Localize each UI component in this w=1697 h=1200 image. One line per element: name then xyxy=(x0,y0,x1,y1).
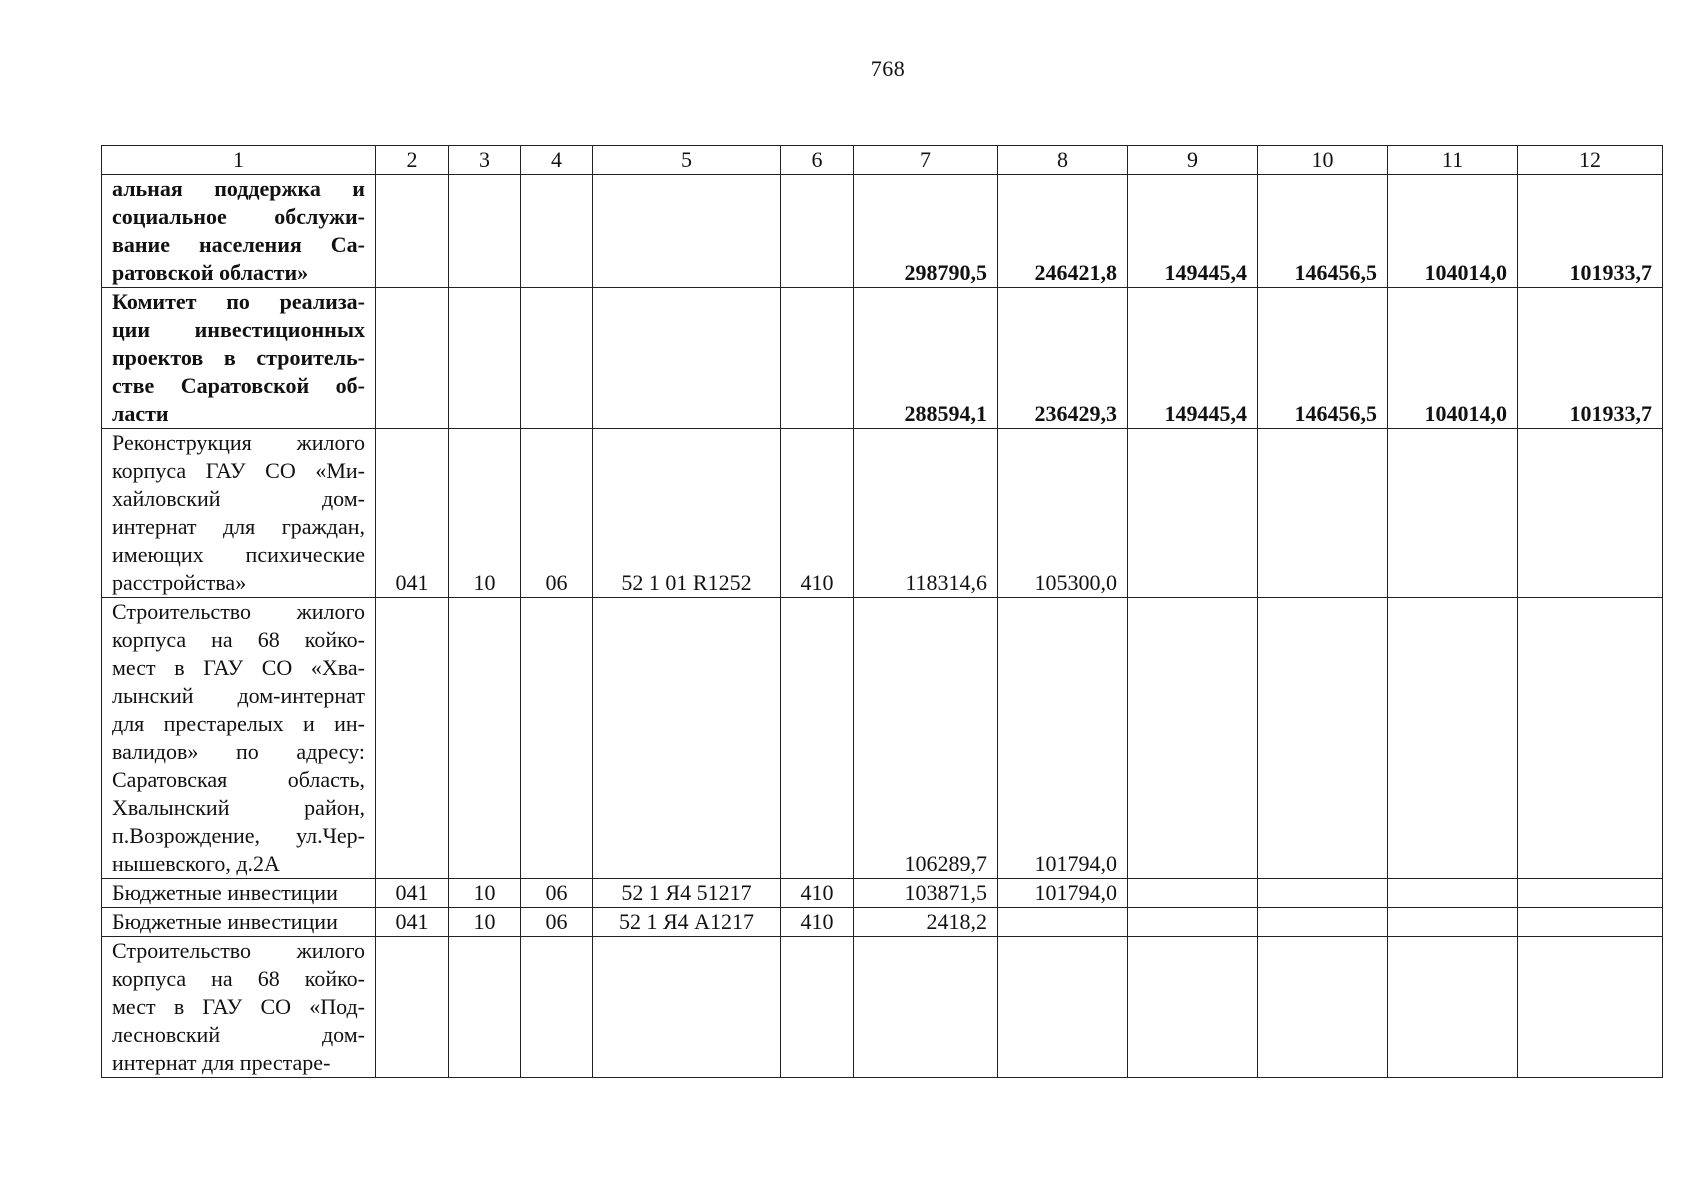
cell-col-6: 410 xyxy=(781,908,854,937)
cell-col-7: 103871,5 xyxy=(854,879,998,908)
cell-col-8 xyxy=(998,937,1128,1078)
cell-col-6 xyxy=(781,937,854,1078)
row-description xyxy=(102,288,376,429)
cell-col-4 xyxy=(521,288,593,429)
description-line: Комитет по реализа- xyxy=(112,289,365,314)
cell-col-11: 104014,0 xyxy=(1388,288,1518,429)
cell-col-2 xyxy=(376,598,449,879)
description-line: мест в ГАУ СО «Под- xyxy=(112,994,365,1019)
cell-col-3: 10 xyxy=(449,908,521,937)
cell-col-2 xyxy=(376,175,449,288)
description-line: хайловский дом- xyxy=(112,486,365,511)
cell-col-10: 146456,5 xyxy=(1258,288,1388,429)
description-line: валидов» по адресу: xyxy=(112,739,365,764)
cell-col-3 xyxy=(449,937,521,1078)
page-number: 768 xyxy=(870,56,906,81)
cell-col-7: 106289,7 xyxy=(854,598,998,879)
cell-col-5 xyxy=(593,288,781,429)
cell-col-11 xyxy=(1388,937,1518,1078)
budget-table xyxy=(101,145,1663,1078)
cell-col-8: 236429,3 xyxy=(998,288,1128,429)
column-header-3: 3 xyxy=(449,146,521,175)
cell-col-2: 041 xyxy=(376,429,449,598)
column-header-5: 5 xyxy=(593,146,781,175)
description-line: интернат для граждан, xyxy=(112,514,365,539)
cell-col-3 xyxy=(449,288,521,429)
cell-col-10 xyxy=(1258,429,1388,598)
cell-col-3 xyxy=(449,175,521,288)
column-header-2: 2 xyxy=(376,146,449,175)
cell-col-2 xyxy=(376,288,449,429)
description-line: расстройства» xyxy=(112,570,247,595)
description-line: Бюджетные инвестиции xyxy=(112,880,338,905)
table-body xyxy=(102,175,1663,1078)
description-line: альная поддержка и xyxy=(112,176,365,201)
description-line: ции инвестиционных xyxy=(112,317,365,342)
description-line: ласти xyxy=(112,401,169,426)
cell-col-11 xyxy=(1388,598,1518,879)
column-header-7: 7 xyxy=(854,146,998,175)
description-line: лесновский дом- xyxy=(112,1022,365,1047)
column-header-4: 4 xyxy=(521,146,593,175)
cell-col-9: 149445,4 xyxy=(1128,288,1258,429)
cell-col-9 xyxy=(1128,429,1258,598)
table-row xyxy=(102,175,1663,288)
cell-col-2 xyxy=(376,937,449,1078)
cell-col-4: 06 xyxy=(521,429,593,598)
cell-col-8: 101794,0 xyxy=(998,598,1128,879)
cell-col-8: 101794,0 xyxy=(998,879,1128,908)
cell-col-10 xyxy=(1258,598,1388,879)
table-row xyxy=(102,937,1663,1078)
cell-col-6: 410 xyxy=(781,429,854,598)
cell-col-11 xyxy=(1388,429,1518,598)
column-header-6: 6 xyxy=(781,146,854,175)
header-row xyxy=(102,146,1663,175)
column-header-8: 8 xyxy=(998,146,1128,175)
cell-col-5 xyxy=(593,598,781,879)
cell-col-5 xyxy=(593,937,781,1078)
column-header-10: 10 xyxy=(1258,146,1388,175)
description-line: проектов в строитель- xyxy=(112,345,365,370)
cell-col-4: 06 xyxy=(521,908,593,937)
column-header-1: 1 xyxy=(102,146,376,175)
cell-col-7 xyxy=(854,937,998,1078)
description-line: лынский дом-интернат xyxy=(112,683,365,708)
cell-col-4 xyxy=(521,598,593,879)
description-line: вание населения Са- xyxy=(112,232,365,257)
row-description xyxy=(102,429,376,598)
cell-col-4 xyxy=(521,937,593,1078)
cell-col-7: 2418,2 xyxy=(854,908,998,937)
row-description xyxy=(102,908,376,937)
cell-col-9 xyxy=(1128,879,1258,908)
cell-col-12 xyxy=(1518,908,1663,937)
cell-col-5: 52 1 Я4 A1217 xyxy=(593,908,781,937)
table-row xyxy=(102,429,1663,598)
description-line: Хвалынский район, xyxy=(112,795,365,820)
cell-col-2: 041 xyxy=(376,879,449,908)
cell-col-3 xyxy=(449,598,521,879)
cell-col-6: 410 xyxy=(781,879,854,908)
cell-col-4 xyxy=(521,175,593,288)
cell-col-12 xyxy=(1518,937,1663,1078)
cell-col-9: 149445,4 xyxy=(1128,175,1258,288)
description-line: Строительство жилого xyxy=(112,938,365,963)
description-line: ратовской области» xyxy=(112,260,309,285)
cell-col-7: 298790,5 xyxy=(854,175,998,288)
row-description xyxy=(102,879,376,908)
cell-col-7: 288594,1 xyxy=(854,288,998,429)
description-line: корпуса ГАУ СО «Ми- xyxy=(112,458,365,483)
cell-col-7: 118314,6 xyxy=(854,429,998,598)
cell-col-12 xyxy=(1518,598,1663,879)
description-line: для престарелых и ин- xyxy=(112,711,365,736)
description-line: Строительство жилого xyxy=(112,599,365,624)
description-line: интернат для престаре- xyxy=(112,1050,331,1075)
cell-col-9 xyxy=(1128,598,1258,879)
description-line: нышевского, д.2А xyxy=(112,851,280,876)
cell-col-5 xyxy=(593,175,781,288)
row-description xyxy=(102,598,376,879)
description-line: Реконструкция жилого xyxy=(112,430,365,455)
row-description xyxy=(102,937,376,1078)
cell-col-9 xyxy=(1128,908,1258,937)
cell-col-10 xyxy=(1258,879,1388,908)
column-header-12: 12 xyxy=(1518,146,1663,175)
row-description xyxy=(102,175,376,288)
cell-col-11 xyxy=(1388,908,1518,937)
description-line: имеющих психические xyxy=(112,542,365,567)
cell-col-12 xyxy=(1518,879,1663,908)
column-header-9: 9 xyxy=(1128,146,1258,175)
cell-col-5: 52 1 01 R1252 xyxy=(593,429,781,598)
cell-col-12 xyxy=(1518,429,1663,598)
description-line: Саратовская область, xyxy=(112,767,365,792)
description-line: корпуса на 68 койко- xyxy=(112,966,365,991)
cell-col-12: 101933,7 xyxy=(1518,288,1663,429)
cell-col-8: 246421,8 xyxy=(998,175,1128,288)
cell-col-10: 146456,5 xyxy=(1258,175,1388,288)
cell-col-11 xyxy=(1388,879,1518,908)
description-line: мест в ГАУ СО «Хва- xyxy=(112,655,365,680)
cell-col-6 xyxy=(781,175,854,288)
cell-col-10 xyxy=(1258,908,1388,937)
cell-col-8 xyxy=(998,908,1128,937)
table-row xyxy=(102,598,1663,879)
column-header-11: 11 xyxy=(1388,146,1518,175)
cell-col-3: 10 xyxy=(449,879,521,908)
description-line: Бюджетные инвестиции xyxy=(112,909,338,934)
table-header xyxy=(102,146,1663,175)
cell-col-2: 041 xyxy=(376,908,449,937)
cell-col-10 xyxy=(1258,937,1388,1078)
description-line: п.Возрождение, ул.Чер- xyxy=(112,823,365,848)
cell-col-3: 10 xyxy=(449,429,521,598)
cell-col-5: 52 1 Я4 51217 xyxy=(593,879,781,908)
description-line: социальное обслужи- xyxy=(112,204,365,229)
table-row xyxy=(102,879,1663,908)
cell-col-9 xyxy=(1128,937,1258,1078)
table-row xyxy=(102,908,1663,937)
cell-col-8: 105300,0 xyxy=(998,429,1128,598)
cell-col-4: 06 xyxy=(521,879,593,908)
cell-col-6 xyxy=(781,598,854,879)
cell-col-11: 104014,0 xyxy=(1388,175,1518,288)
table-row xyxy=(102,288,1663,429)
description-line: корпуса на 68 койко- xyxy=(112,627,365,652)
description-line: стве Саратовской об- xyxy=(112,373,365,398)
cell-col-12: 101933,7 xyxy=(1518,175,1663,288)
cell-col-6 xyxy=(781,288,854,429)
